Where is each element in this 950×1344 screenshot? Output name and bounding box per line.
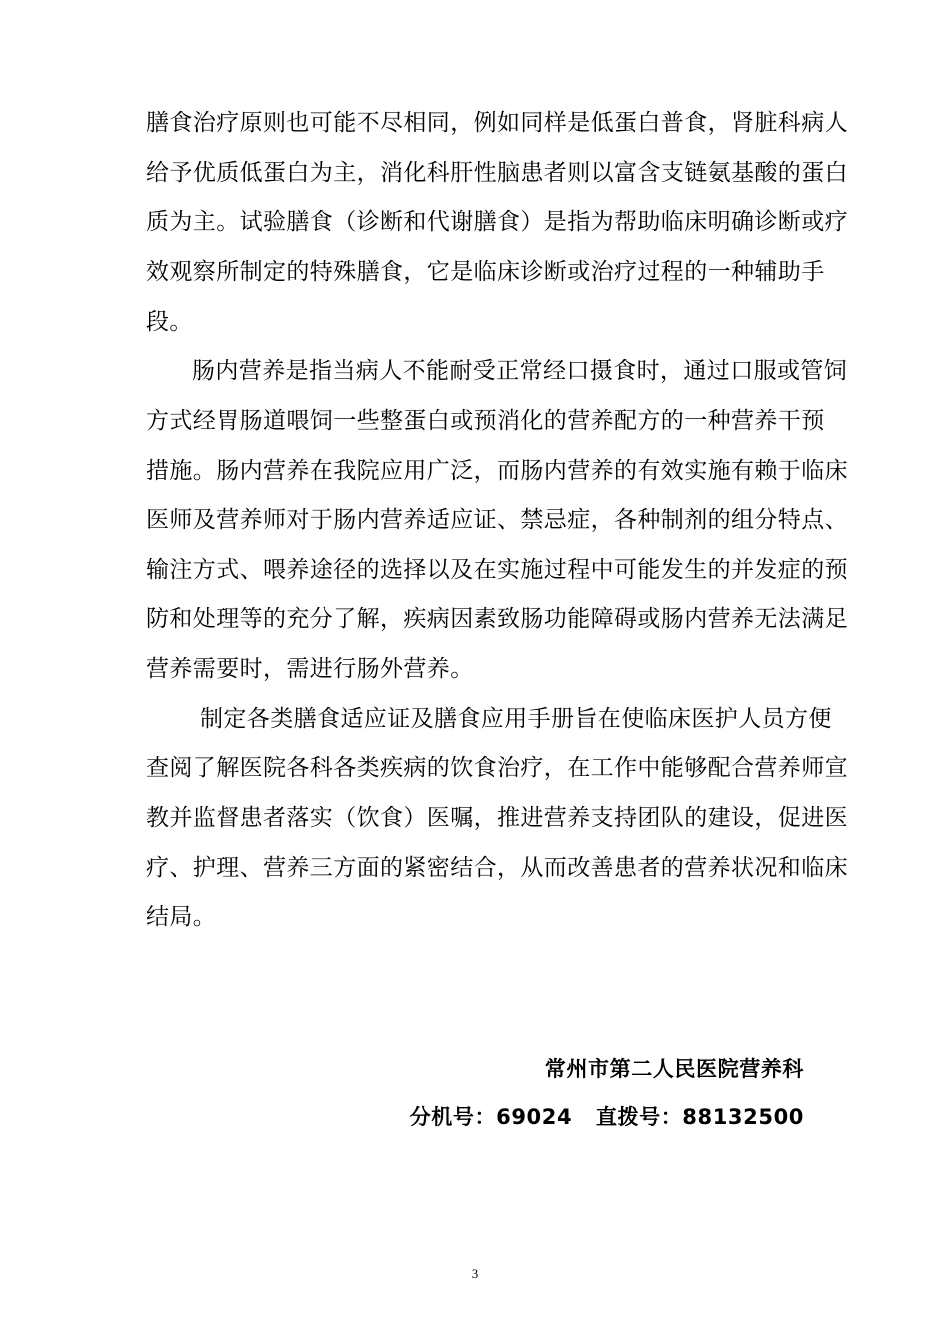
paragraph-2-line-5: 输注方式、喂养途径的选择以及在实施过程中可能发生的并发症的预	[146, 557, 848, 583]
paragraph-2-line-4: 医师及营养师对于肠内营养适应证、禁忌症，各种制剂的组分特点、	[146, 507, 848, 533]
paragraph-1-line-3: 质为主。试验膳食（诊断和代谢膳食）是指为帮助临床明确诊断或疗	[146, 209, 848, 235]
signature-department: 常州市第二人民医院营养科	[544, 1057, 804, 1081]
paragraph-2-line-6: 防和处理等的充分了解，疾病因素致肠功能障碍或肠内营养无法满足	[146, 606, 848, 632]
paragraph-2-line-2: 方式经胃肠道喂饲一些整蛋白或预消化的营养配方的一种营养干预	[146, 408, 825, 434]
paragraph-1-line-5: 段。	[146, 309, 193, 335]
paragraph-3-line-2: 查阅了解医院各科各类疾病的饮食治疗，在工作中能够配合营养师宣	[146, 755, 848, 781]
paragraph-1-line-4: 效观察所制定的特殊膳食，它是临床诊断或治疗过程的一种辅助手	[146, 259, 825, 285]
paragraph-3-line-4: 疗、护理、营养三方面的紧密结合，从而改善患者的营养状况和临床	[146, 855, 848, 881]
page-number: 3	[471, 1266, 479, 1281]
paragraph-2-line-7: 营养需要时，需进行肠外营养。	[146, 656, 474, 682]
paragraph-3-line-3: 教并监督患者落实（饮食）医嘱，推进营养支持团队的建设，促进医	[146, 805, 848, 831]
paragraph-2-line-3: 措施。肠内营养在我院应用广泛，而肠内营养的有效实施有赖于临床	[146, 458, 848, 484]
paragraph-1-line-1: 膳食治疗原则也可能不尽相同，例如同样是低蛋白普食，肾脏科病人	[146, 110, 848, 136]
paragraph-3-line-5: 结局。	[146, 904, 217, 930]
paragraph-2-line-1: 肠内营养是指当病人不能耐受正常经口摄食时，通过口服或管饲	[192, 358, 848, 384]
paragraph-1-line-2: 给予优质低蛋白为主，消化科肝性脑患者则以富含支链氨基酸的蛋白	[146, 160, 848, 186]
paragraph-3-line-1: 制定各类膳食适应证及膳食应用手册旨在使临床医护人员方便	[200, 706, 832, 732]
signature-phones: 分机号：69024 直拨号：88132500	[409, 1105, 804, 1129]
